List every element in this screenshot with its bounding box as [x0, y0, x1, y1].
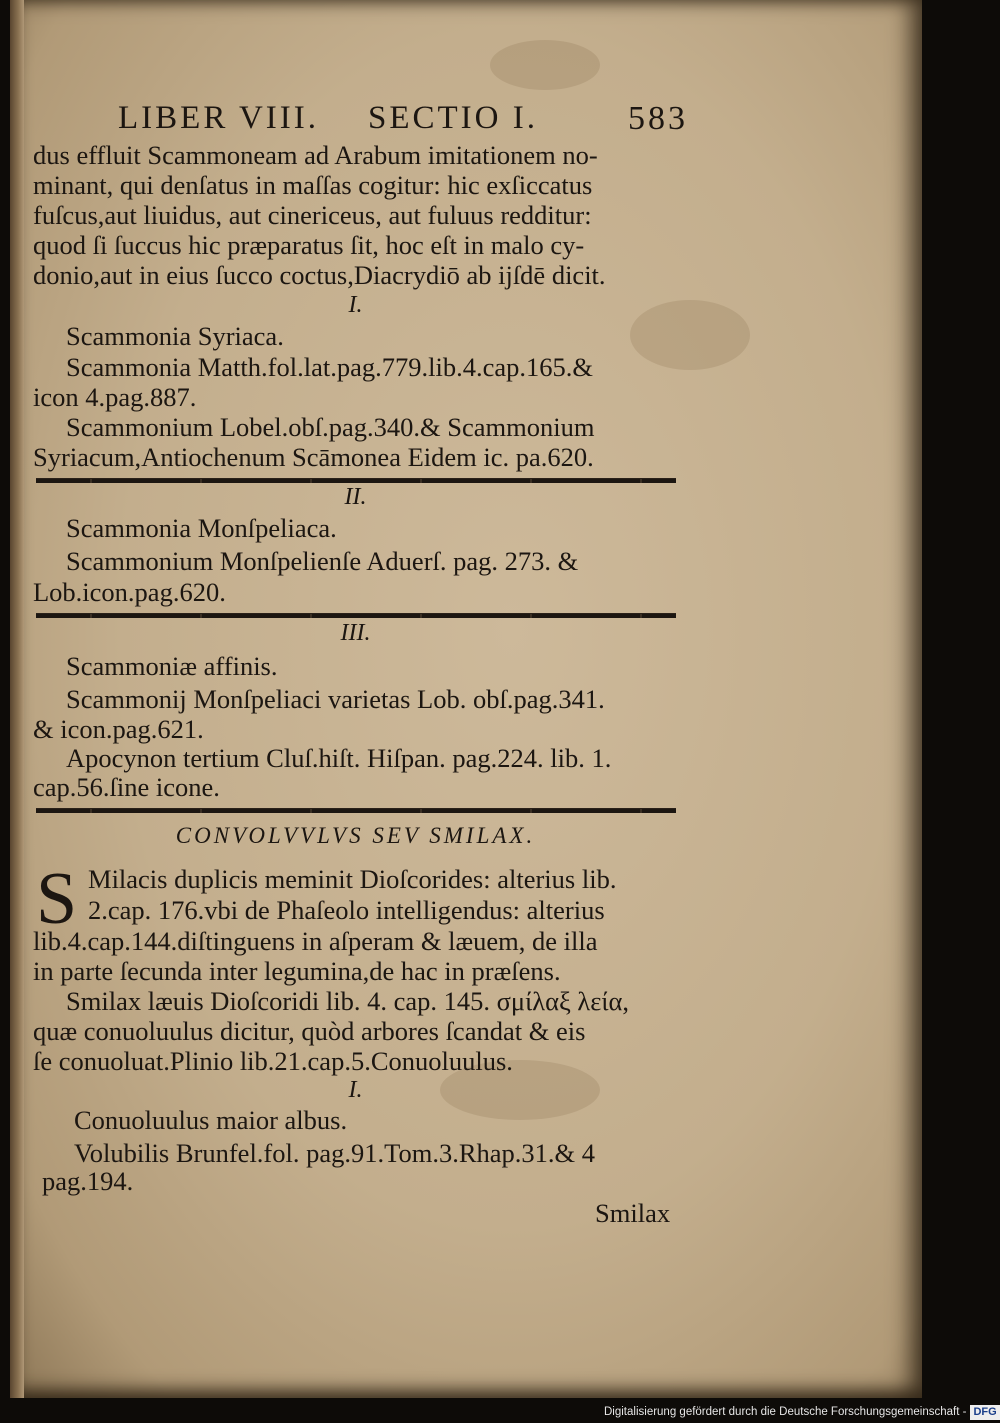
text-line: Milacis duplicis meminit Dioſcorides: alterius lib. — [88, 864, 617, 894]
text-line: 2.cap. 176.vbi de Phaſeolo intelligendus: alterius — [88, 895, 605, 925]
text-line: fuſcus,aut liuidus, aut cinericeus, aut fuluus redditur: — [33, 200, 592, 230]
text-line: Smilax læuis Dioſcoridi lib. 4. cap. 145. σμίλαξ λεία, — [66, 986, 630, 1016]
page-spine-shadow — [10, 0, 24, 1398]
header-book: LIBER VIII. — [118, 100, 320, 136]
entry-line: Lob.icon.pag.620. — [33, 577, 226, 607]
text-line: ſe conuoluat.Plinio lib.21.cap.5.Conuoluulus. — [33, 1046, 513, 1076]
entry-line: Scammonia Monſpeliaca. — [66, 513, 337, 543]
scan-background — [922, 0, 1000, 1398]
text-line: quod ſi ſuccus hic præparatus ſit, hoc eſt in malo cy- — [33, 230, 585, 260]
paper-stain — [490, 40, 600, 90]
entry-line: Apocynon tertium Cluſ.hiſt. Hiſpan. pag.224. lib. 1. — [66, 743, 612, 773]
text-line: dus effluit Scammoneam ad Arabum imitationem no- — [33, 140, 598, 170]
entry-line: Scammonium Lobel.obſ.pag.340.& Scammonium — [66, 412, 595, 442]
text-line: lib.4.cap.144.diſtinguens in aſperam & læuem, de illa — [33, 926, 598, 956]
text-line: minant, qui denſatus in maſſas cogitur: hic exſiccatus — [33, 170, 593, 200]
text-line: in parte ſecunda inter legumina,de hac in præſens. — [33, 956, 561, 986]
section-rule — [36, 808, 676, 813]
entry-line: Syriacum,Antiochenum Scāmonea Eidem ic. pa.620. — [33, 442, 594, 472]
entry-line: cap.56.ſine icone. — [33, 772, 220, 802]
entry-line: pag.194. — [42, 1166, 134, 1196]
page-number: 583 — [628, 100, 688, 137]
entry-line: Volubilis Brunfel.fol. pag.91.Tom.3.Rhap.31.& 4 — [74, 1138, 596, 1168]
dfg-logo: DFG — [970, 1405, 999, 1420]
entry-line: Conuoluulus maior albus. — [74, 1105, 348, 1135]
section-numeral: III. — [340, 620, 371, 646]
text-line: quæ conuoluulus dicitur, quòd arbores ſcandat & eis — [33, 1016, 586, 1046]
entry-line: icon 4.pag.887. — [33, 382, 197, 412]
entry-line: Scammonij Monſpeliaci varietas Lob. obſ.pag.341. — [66, 684, 605, 714]
text-line: donio,aut in eius ſucco coctus,Diacrydiō ab ijſdē dicit. — [33, 260, 606, 290]
entry-line: Scammonia Matth.fol.lat.pag.779.lib.4.cap.165.& — [66, 352, 593, 382]
entry-line: & icon.pag.621. — [33, 714, 204, 744]
section-numeral: I. — [348, 1077, 363, 1103]
section-numeral: I. — [348, 292, 363, 318]
entry-line: Scammonia Syriaca. — [66, 321, 284, 351]
catchword: Smilax — [595, 1198, 671, 1228]
running-header — [118, 100, 688, 144]
entry-line: Scammoniæ affinis. — [66, 651, 278, 681]
chapter-title: CONVOLVVLVS SEV SMILAX. — [175, 823, 536, 848]
section-rule — [36, 613, 676, 618]
digitization-credit — [604, 1402, 1000, 1422]
section-numeral: II. — [344, 484, 367, 510]
section-rule — [36, 478, 676, 483]
entry-line: Scammonium Monſpelienſe Aduerſ. pag. 273. & — [66, 546, 579, 576]
drop-cap: S — [36, 858, 78, 940]
header-section: SECTIO I. — [368, 100, 538, 136]
credit-text: Digitalisierung gefördert durch die Deutsche Forschungsgemeinschaft - — [604, 1406, 967, 1418]
